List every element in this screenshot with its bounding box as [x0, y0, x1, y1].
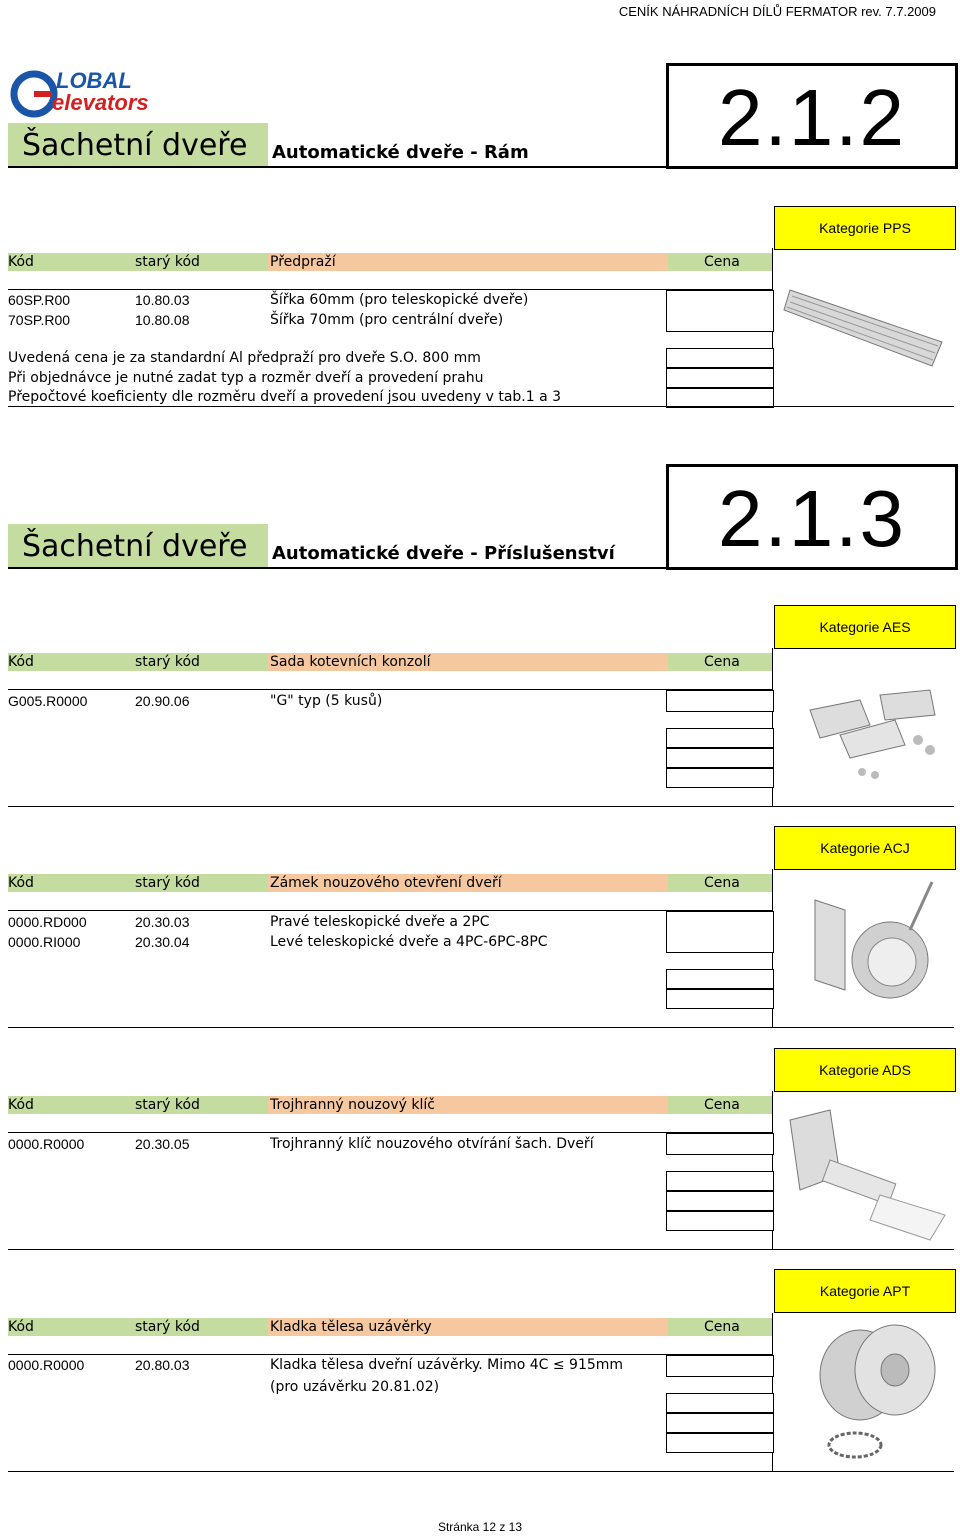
col-kod: Kód	[8, 1097, 34, 1113]
col-cena: Cena	[704, 254, 740, 270]
table-row	[8, 311, 772, 329]
cell-kod: 0000.RD000	[8, 914, 87, 930]
section-title: Šachetní dveře	[22, 128, 248, 163]
price-box	[666, 1133, 774, 1155]
divider	[8, 567, 666, 569]
col-kod: Kód	[8, 875, 34, 891]
door-lock-image	[800, 880, 950, 1020]
price-box	[666, 690, 774, 712]
page-footer: Stránka 12 z 13	[437, 1520, 523, 1534]
section-title-band	[8, 123, 268, 167]
section-title-band	[8, 524, 268, 568]
divider	[8, 166, 666, 168]
cell-description: Levé teleskopické dveře a 4PC-6PC-8PC	[270, 934, 548, 950]
table-row	[8, 933, 772, 951]
table-header	[8, 1318, 772, 1336]
cell-stary-kod: 20.30.05	[135, 1136, 190, 1152]
divider	[8, 806, 954, 807]
col-description: Zámek nouzového otevření dveří	[268, 874, 668, 892]
col-cena: Cena	[704, 1319, 740, 1335]
divider	[8, 289, 772, 290]
cell-kod: 0000.R0000	[8, 1357, 85, 1373]
note-line: Přepočtové koeficienty dle rozměru dveří a provedení jsou uvedeny v tab.1 a 3	[8, 389, 562, 405]
cell-kod: G005.R0000	[8, 693, 88, 709]
cell-stary-kod: 20.80.03	[135, 1357, 190, 1373]
price-box	[666, 348, 774, 368]
price-box	[666, 290, 774, 332]
note-line: Při objednávce je nutné zadat typ a rozměr dveří a provedení prahu	[8, 370, 484, 386]
cell-kod: 70SP.R00	[8, 312, 71, 328]
price-box	[666, 989, 774, 1009]
divider	[8, 1354, 772, 1355]
category-label: Kategorie ACJ	[774, 826, 956, 870]
col-description: Předpraží	[268, 253, 668, 271]
cell-kod: 0000.RI000	[8, 934, 81, 950]
divider	[8, 1132, 772, 1133]
col-kod: Kód	[8, 1319, 34, 1335]
cell-description: Šířka 60mm (pro teleskopické dveře)	[270, 292, 529, 308]
divider	[8, 406, 954, 407]
section-number: 2.1.2	[718, 73, 906, 162]
col-stary-kod: starý kód	[135, 254, 200, 270]
table-row	[8, 291, 772, 309]
price-box	[666, 1433, 774, 1453]
col-stary-kod: starý kód	[135, 875, 200, 891]
col-cena: Cena	[704, 654, 740, 670]
cell-kod: 60SP.R00	[8, 292, 71, 308]
divider	[8, 1471, 954, 1472]
price-box	[666, 1393, 774, 1413]
price-box	[666, 1413, 774, 1433]
table-row	[8, 913, 772, 931]
price-box	[666, 1191, 774, 1211]
section-number: 2.1.3	[718, 474, 906, 563]
cell-description: "G" typ (5 kusů)	[270, 693, 383, 709]
col-stary-kod: starý kód	[135, 1319, 200, 1335]
price-box	[666, 1355, 774, 1377]
category-label: Kategorie ADS	[774, 1048, 956, 1092]
col-stary-kod: starý kód	[135, 1097, 200, 1113]
cell-stary-kod: 10.80.03	[135, 292, 190, 308]
document-header-title: CENÍK NÁHRADNÍCH DÍLŮ FERMATOR rev. 7.7.2009	[618, 4, 936, 19]
price-box	[666, 1171, 774, 1191]
section-subtitle: Automatické dveře - Rám	[272, 142, 529, 163]
col-stary-kod: starý kód	[135, 654, 200, 670]
divider	[8, 1249, 954, 1250]
price-box	[666, 969, 774, 989]
price-box	[666, 728, 774, 748]
section-number-box	[666, 63, 958, 169]
table-row	[8, 1135, 772, 1153]
col-description: Sada kotevních konzolí	[268, 653, 668, 671]
price-box	[666, 911, 774, 953]
cell-stary-kod: 10.80.08	[135, 312, 190, 328]
roller-image	[800, 1320, 950, 1470]
cell-description: Trojhranný klíč nouzového otvírání šach. Dveří	[270, 1136, 594, 1152]
note-line: Uvedená cena je za standardní Al předpraží pro dveře S.O. 800 mm	[8, 350, 481, 366]
threshold-product-image	[782, 280, 952, 380]
cell-stary-kod: 20.30.04	[135, 934, 190, 950]
cell-stary-kod: 20.30.03	[135, 914, 190, 930]
col-kod: Kód	[8, 254, 34, 270]
table-row	[8, 1356, 772, 1374]
col-kod: Kód	[8, 654, 34, 670]
cell-stary-kod: 20.90.06	[135, 693, 190, 709]
anchor-brackets-image	[800, 680, 950, 790]
section-title: Šachetní dveře	[22, 529, 248, 564]
table-header	[8, 874, 772, 892]
triangular-key-image	[780, 1100, 950, 1245]
table-header	[8, 1096, 772, 1114]
row-extra-note: (pro uzávěrku 20.81.02)	[270, 1379, 440, 1395]
price-box	[666, 368, 774, 388]
price-box	[666, 748, 774, 768]
cell-description: Kladka tělesa dveřní uzávěrky. Mimo 4C ≤ 915mm	[270, 1357, 624, 1373]
price-box	[666, 768, 774, 788]
col-cena: Cena	[704, 1097, 740, 1113]
divider	[8, 1027, 954, 1028]
category-label: Kategorie PPS	[774, 206, 956, 250]
cell-description: Šířka 70mm (pro centrální dveře)	[270, 312, 504, 328]
price-box	[666, 388, 774, 408]
divider	[8, 689, 772, 690]
table-header	[8, 253, 772, 271]
global-elevators-logo	[8, 66, 188, 122]
table-row	[8, 692, 772, 710]
svg-text:elevators: elevators	[52, 90, 149, 115]
svg-text:LOBAL: LOBAL	[56, 68, 132, 93]
category-label: Kategorie APT	[774, 1269, 956, 1313]
table-header	[8, 653, 772, 671]
section-number-box	[666, 464, 958, 570]
col-cena: Cena	[704, 875, 740, 891]
cell-kod: 0000.R0000	[8, 1136, 85, 1152]
divider	[8, 910, 772, 911]
col-description: Kladka tělesa uzávěrky	[268, 1318, 668, 1336]
col-description: Trojhranný nouzový klíč	[268, 1096, 668, 1114]
cell-description: Pravé teleskopické dveře a 2PC	[270, 914, 490, 930]
category-label: Kategorie AES	[774, 605, 956, 649]
price-box	[666, 1211, 774, 1231]
section-subtitle: Automatické dveře - Příslušenství	[272, 543, 615, 564]
